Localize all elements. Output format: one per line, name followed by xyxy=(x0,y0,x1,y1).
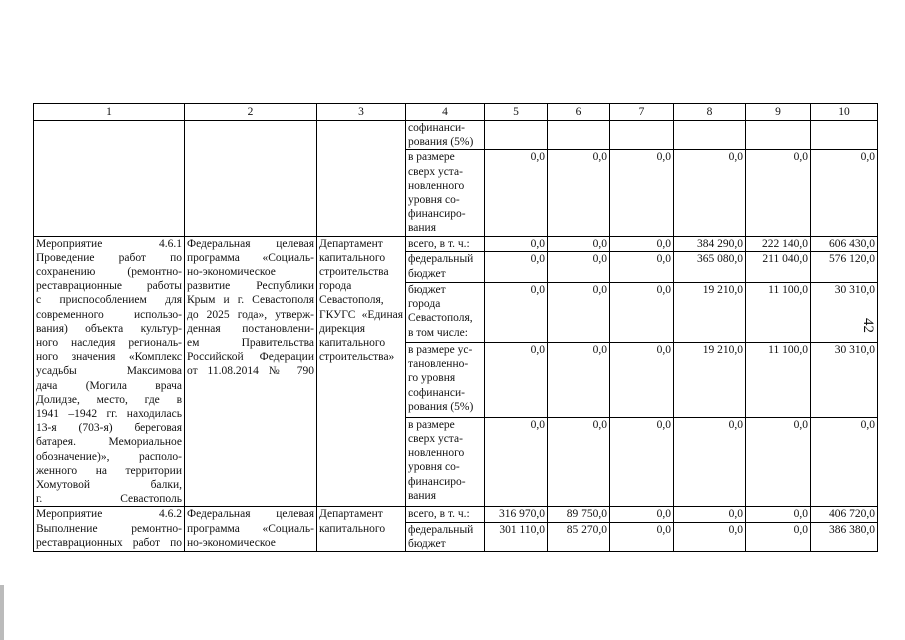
block3-row xyxy=(34,507,878,522)
amount-cell: 606 430,0 xyxy=(811,236,878,252)
event-cell xyxy=(34,121,185,237)
column-header: 10 xyxy=(811,104,878,121)
column-header: 1 xyxy=(34,104,185,121)
amount-cell: 0,0 xyxy=(610,417,674,507)
budget-table xyxy=(33,103,878,552)
amount-cell: 0,0 xyxy=(610,282,674,342)
amount-cell: 11 100,0 xyxy=(746,343,811,418)
amount-cell: 0,0 xyxy=(485,343,548,418)
amount-cell: 0,0 xyxy=(811,150,878,236)
column-header: 6 xyxy=(548,104,610,121)
amount-cell: 384 290,0 xyxy=(674,236,746,252)
header-row xyxy=(34,104,878,121)
amount-cell xyxy=(746,121,811,150)
page-edge-shadow xyxy=(0,585,4,640)
amount-cell: 301 110,0 xyxy=(485,522,548,551)
amount-cell: 0,0 xyxy=(610,522,674,551)
amount-cell: 365 080,0 xyxy=(674,252,746,283)
amount-cell: 0,0 xyxy=(548,417,610,507)
event-cell: Мероприятие 4.6.2 Выполнение ремонтно- реставрационных работ по xyxy=(34,507,185,552)
amount-cell: 0,0 xyxy=(548,282,610,342)
column-header: 8 xyxy=(674,104,746,121)
amount-cell: 0,0 xyxy=(610,236,674,252)
amount-cell: 0,0 xyxy=(746,522,811,551)
column-header: 3 xyxy=(317,104,406,121)
amount-cell: 11 100,0 xyxy=(746,282,811,342)
amount-cell xyxy=(610,121,674,150)
amount-cell: 0,0 xyxy=(674,507,746,522)
column-header: 9 xyxy=(746,104,811,121)
amount-cell: 0,0 xyxy=(485,417,548,507)
column-header: 5 xyxy=(485,104,548,121)
funding-source-cell: всего, в т. ч.: xyxy=(406,236,485,252)
amount-cell: 406 720,0 xyxy=(811,507,878,522)
amount-cell: 0,0 xyxy=(485,282,548,342)
amount-cell xyxy=(485,121,548,150)
funding-source-cell: федеральный бюджет xyxy=(406,522,485,551)
amount-cell xyxy=(548,121,610,150)
amount-cell: 19 210,0 xyxy=(674,343,746,418)
funding-source-cell: софинанси- рования (5%) xyxy=(406,121,485,150)
amount-cell: 0,0 xyxy=(746,417,811,507)
funding-source-cell: всего, в т. ч.: xyxy=(406,507,485,522)
funding-source-cell: бюджет города Севастополя, в том числе: xyxy=(406,282,485,342)
amount-cell: 0,0 xyxy=(610,252,674,283)
program-cell: Федеральная целевая программа «Социаль- но-экономическое xyxy=(185,507,317,552)
amount-cell: 0,0 xyxy=(485,150,548,236)
amount-cell: 0,0 xyxy=(610,343,674,418)
executor-cell xyxy=(317,121,406,237)
amount-cell: 30 310,0 xyxy=(811,343,878,418)
amount-cell: 0,0 xyxy=(746,507,811,522)
funding-source-cell: в размере сверх уста- новленного уровня со- финансиро- вания xyxy=(406,150,485,236)
amount-cell xyxy=(674,121,746,150)
funding-source-cell: в размере ус- тановленно- го уровня софинанси- рования (5%) xyxy=(406,343,485,418)
column-header: 4 xyxy=(406,104,485,121)
page-number: 42 xyxy=(860,318,876,333)
funding-source-cell: федеральный бюджет xyxy=(406,252,485,283)
amount-cell: 0,0 xyxy=(548,236,610,252)
amount-cell: 0,0 xyxy=(548,150,610,236)
amount-cell: 0,0 xyxy=(485,236,548,252)
event-cell: Мероприятие 4.6.1 Проведение работ по сохранению (ремонтно- реставрационные работы с приспособлением для современного использо- вания) объекта культур- ного наследия региональ- ного значения «Комплекс усадьбы Максимова дача (Могила врача Долидзе, место, где в 1941 –1942 гг. находилась 13-я (703-я) береговая батарея. Мемориальное обозначение)», располо- женного на территории Хомутовой балки, г. Севастополь xyxy=(34,236,185,507)
amount-cell: 0,0 xyxy=(674,417,746,507)
amount-cell: 576 120,0 xyxy=(811,252,878,283)
amount-cell: 0,0 xyxy=(674,522,746,551)
funding-source-cell: в размере сверх уста- новленного уровня со- финансиро- вания xyxy=(406,417,485,507)
amount-cell: 0,0 xyxy=(548,252,610,283)
amount-cell: 19 210,0 xyxy=(674,282,746,342)
executor-cell: Департамент капитального строительства города Севастополя, ГКУГС «Единая дирекция капитального строительства» xyxy=(317,236,406,507)
amount-cell: 386 380,0 xyxy=(811,522,878,551)
amount-cell: 0,0 xyxy=(746,150,811,236)
amount-cell: 0,0 xyxy=(485,252,548,283)
block1-row xyxy=(34,121,878,150)
amount-cell: 316 970,0 xyxy=(485,507,548,522)
amount-cell xyxy=(811,121,878,150)
amount-cell: 211 040,0 xyxy=(746,252,811,283)
amount-cell: 0,0 xyxy=(610,507,674,522)
amount-cell: 0,0 xyxy=(811,417,878,507)
block2-row xyxy=(34,236,878,252)
program-cell: Федеральная целевая программа «Социаль- но-экономическое развитие Республики Крым и г. Севастополя до 2025 года», утверж- денная постановлени- ем Правительства Российской Федерации от 11.08.2014 № 790 xyxy=(185,236,317,507)
amount-cell: 85 270,0 xyxy=(548,522,610,551)
amount-cell: 30 310,0 xyxy=(811,282,878,342)
executor-cell: Департамент капитального xyxy=(317,507,406,552)
amount-cell: 0,0 xyxy=(548,343,610,418)
amount-cell: 89 750,0 xyxy=(548,507,610,522)
amount-cell: 0,0 xyxy=(674,150,746,236)
column-header: 7 xyxy=(610,104,674,121)
column-header: 2 xyxy=(185,104,317,121)
amount-cell: 0,0 xyxy=(610,150,674,236)
amount-cell: 222 140,0 xyxy=(746,236,811,252)
program-cell xyxy=(185,121,317,237)
